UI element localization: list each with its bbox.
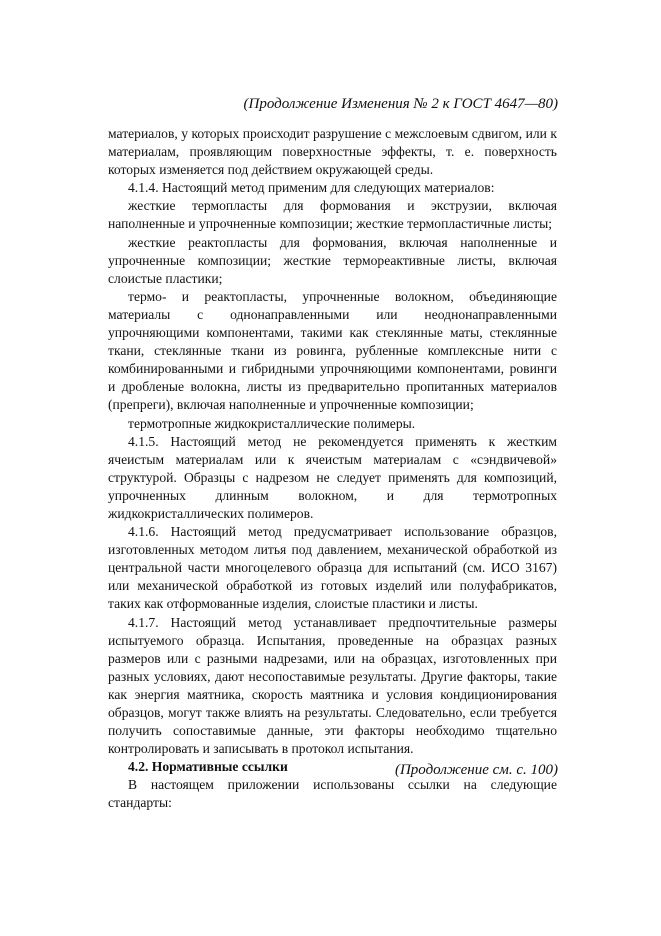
paragraph-intro: материалов, у которых происходит разрушение с межслоевым сдвигом, или к материалам, проявляющим поверхностные эффекты, т. е. поверхность которых изменяется под действием окружающей среды. xyxy=(108,126,557,178)
paragraph-4-1-5: 4.1.5. Настоящий метод не рекомендуется применять к жестким ячеистым материалам или к ячеистым материалам с «сэндвичевой» структурой. Образцы с надрезом не следует применять для композиций, упрочненных длинным волокном, и для термотропных жидкокристаллических полимеров. xyxy=(108,433,557,521)
paragraph-lc-polymers: термотропные жидкокристаллические полимеры. xyxy=(128,415,416,431)
document-body xyxy=(108,125,557,813)
paragraph-references: В настоящем приложении использованы ссылки на следующие стандарты: xyxy=(108,777,557,811)
continuation-footer: (Продолжение см. с. 100) xyxy=(394,762,558,778)
paragraph-thermoplastics: жесткие термопласты для формования и экструзии, включая наполненные и упрочненные композиции; жесткие термопластичные листы; xyxy=(108,198,557,232)
continuation-header: (Продолжение Изменения № 2 к ГОСТ 4647—80) xyxy=(243,96,558,112)
paragraph-4-1-6: 4.1.6. Настоящий метод предусматривает использование образцов, изготовленных методом литья под давлением, механической обработкой из центральной части многоцелевого образца для испытаний (см. ИСО 3167) или механической обработкой из готовых изделий или полуфабрикатов, таких как отформованные изделия, слоистые пластики и листы. xyxy=(108,524,557,612)
paragraph-4-1-4: 4.1.4. Настоящий метод применим для следующих материалов: xyxy=(128,180,495,196)
section-heading-4-2: 4.2. Нормативные ссылки xyxy=(128,759,288,775)
paragraph-4-1-7: 4.1.7. Настоящий метод устанавливает предпочтительные размеры испытуемого образца. Испытания, проведенные на образцах разных размеров или с разными надрезами, или на образцах, изготовленных при разных условиях, дают несопоставимые результаты. Другие факторы, такие как энергия маятника, скорость маятника и условия кондиционирования образцов, могут также влиять на результаты. Следовательно, если требуется получить сопоставимые данные, эти факторы необходимо тщательно контролировать и записывать в протокол испытания. xyxy=(108,614,557,757)
paragraph-fiber-reinforced: термо- и реактопласты, упрочненные волокном, объединяющие материалы с однонаправленными или неоднонаправленными упрочняющими компонентами, такими как стеклянные маты, стеклянные ткани, стеклянные ткани из ровинга, рубленные комплексные нити с комбинированными и гибридными упрочняющими компонентами, ровинги и дробленые волокна, листы из предварительно пропитанных материалов (препреги), включая наполненные и упрочненные композиции; xyxy=(108,288,557,413)
paragraph-thermosets: жесткие реактопласты для формования, включая наполненные и упрочненные композиции; жесткие термореактивные листы, включая слоистые пластики; xyxy=(108,234,557,286)
